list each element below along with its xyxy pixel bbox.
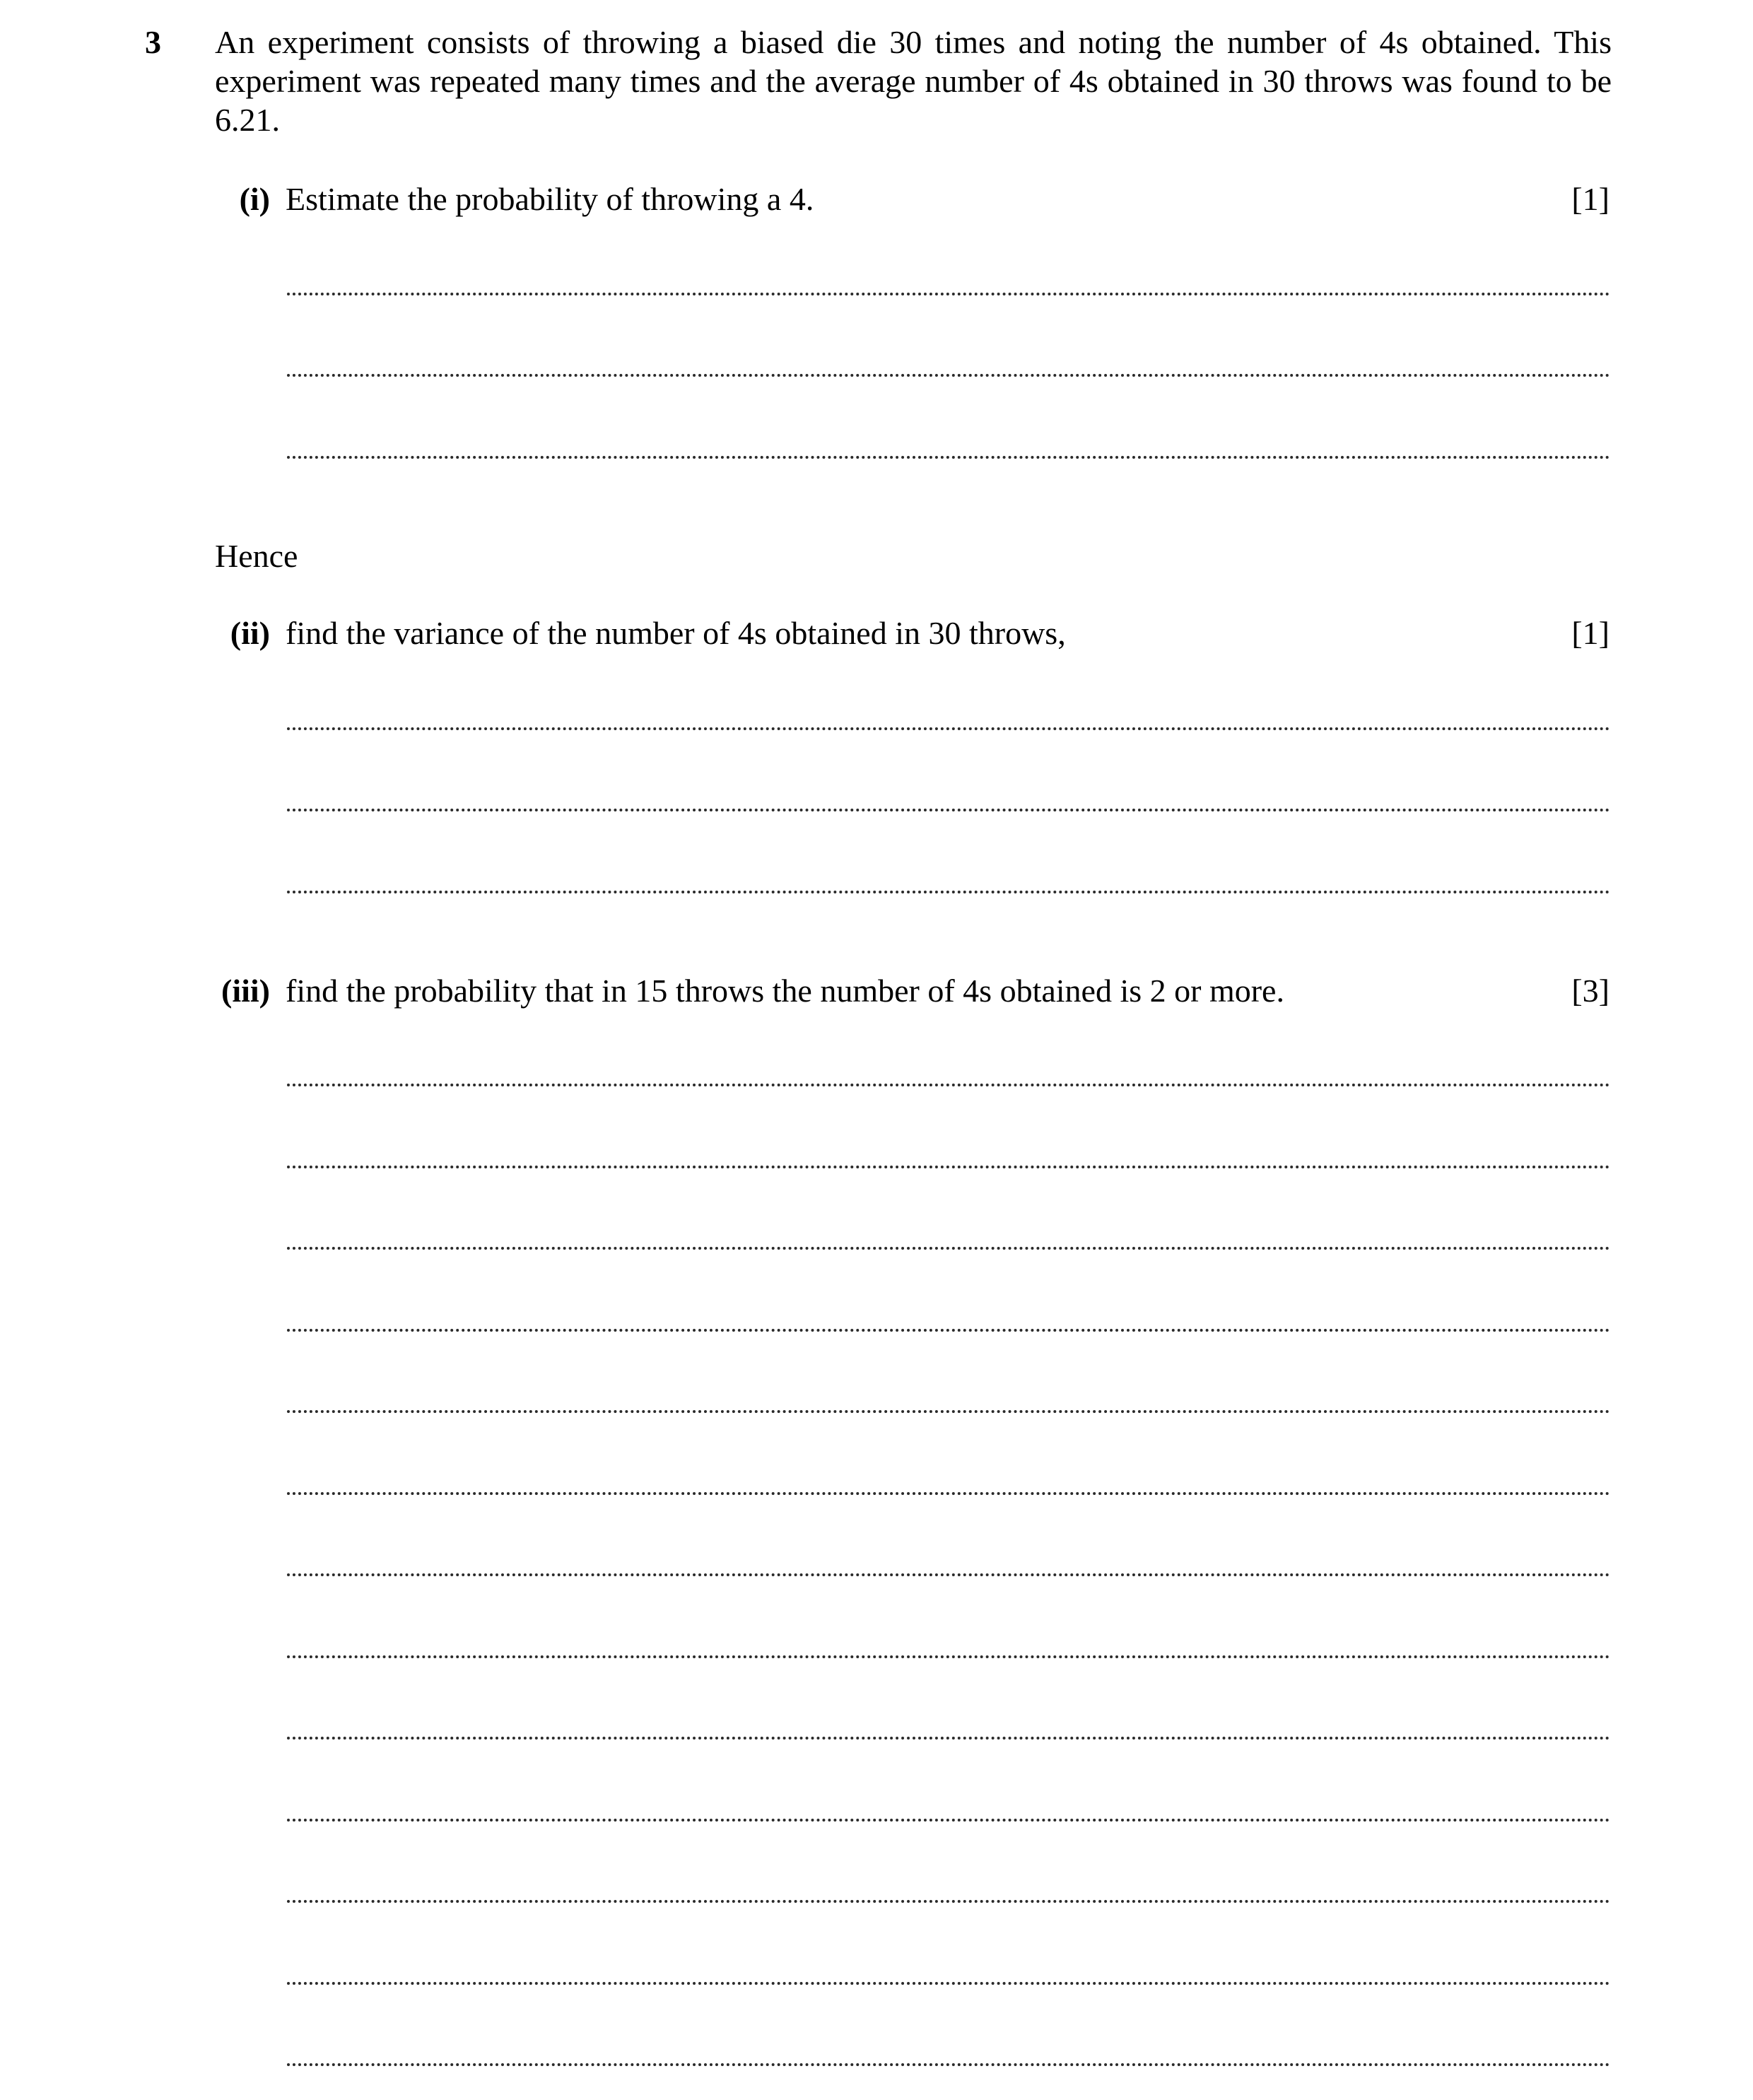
answer-line[interactable] <box>287 891 1610 893</box>
answer-line[interactable] <box>287 456 1610 459</box>
answer-line[interactable] <box>287 1982 1610 1985</box>
answer-line[interactable] <box>287 809 1610 811</box>
answer-line[interactable] <box>287 1410 1610 1413</box>
answer-line[interactable] <box>287 1819 1610 1822</box>
answer-line[interactable] <box>287 1737 1610 1740</box>
part-i-marks: [1] <box>1571 181 1610 217</box>
part-i-text: Estimate the probability of throwing a 4. <box>286 181 814 217</box>
part-i-label: (i) <box>239 181 270 217</box>
answer-line[interactable] <box>287 293 1610 295</box>
answer-line[interactable] <box>287 1492 1610 1495</box>
part-ii-text: find the variance of the number of 4s obtained in 30 throws, <box>286 615 1066 651</box>
part-iii-marks: [3] <box>1571 973 1610 1009</box>
question-number: 3 <box>145 24 161 60</box>
answer-line[interactable] <box>287 1084 1610 1086</box>
part-iii-label: (iii) <box>221 973 270 1009</box>
question-stem: An experiment consists of throwing a biased die 30 times and noting the number of 4s obtained. This experiment was repeated many times and the average number of 4s obtained in 30 throws was found to be 6.21. <box>215 24 1612 138</box>
answer-line[interactable] <box>287 727 1610 730</box>
part-ii-marks: [1] <box>1571 615 1610 651</box>
answer-line[interactable] <box>287 2063 1610 2066</box>
hence-text: Hence <box>215 538 298 574</box>
answer-line[interactable] <box>287 1329 1610 1332</box>
answer-line[interactable] <box>287 1166 1610 1168</box>
answer-line[interactable] <box>287 1247 1610 1250</box>
answer-line[interactable] <box>287 1655 1610 1658</box>
answer-line[interactable] <box>287 1900 1610 1903</box>
part-iii-text: find the probability that in 15 throws the number of 4s obtained is 2 or more. <box>286 973 1284 1009</box>
answer-line[interactable] <box>287 1573 1610 1576</box>
answer-line[interactable] <box>287 374 1610 377</box>
part-ii-label: (ii) <box>230 615 270 651</box>
